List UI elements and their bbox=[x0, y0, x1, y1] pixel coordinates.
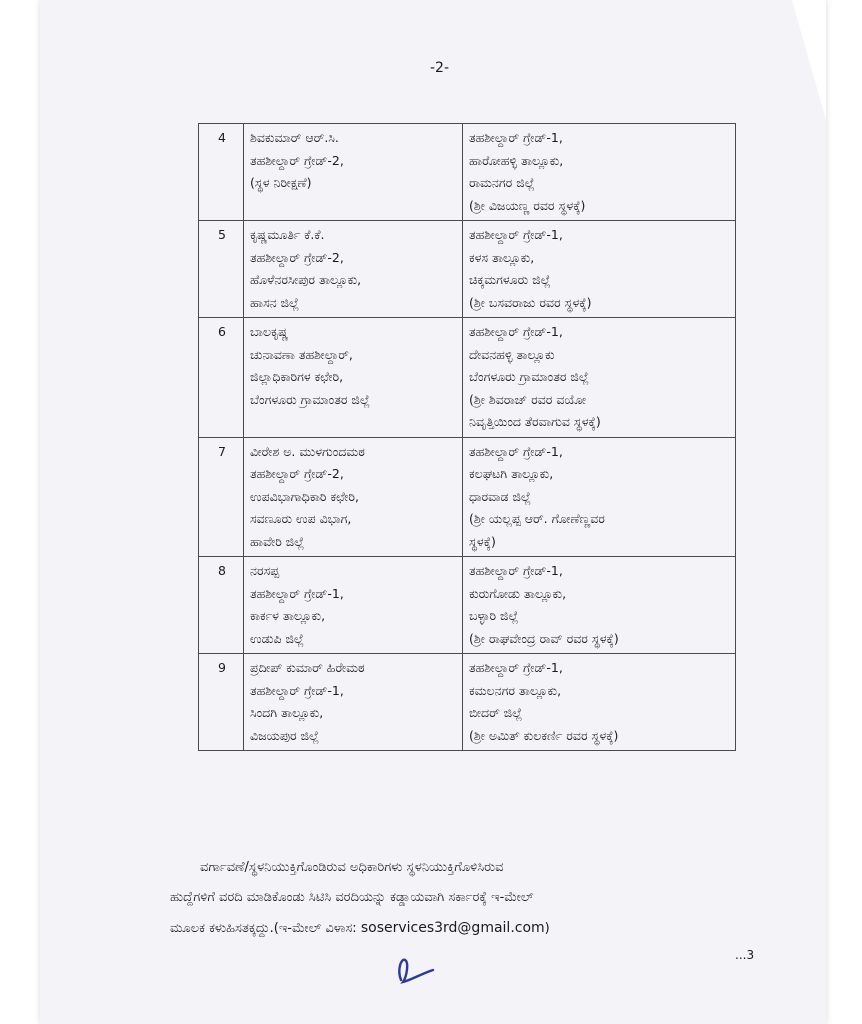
to-line: ಕಳಸ ತಾಲ್ಲೂಕು, bbox=[469, 249, 535, 265]
to-line: (ಶ್ರೀ ವಿಜಯಣ್ಣ ರವರ ಸ್ಥಳಕ್ಕೆ) bbox=[469, 197, 586, 213]
from-line: ಶಿವಕುಮಾರ್ ಆರ್.ಸಿ. bbox=[250, 130, 339, 145]
from-line: ಸವಣೂರು ಉಪ ವಿಭಾಗ, bbox=[250, 511, 352, 526]
table-row bbox=[199, 437, 736, 557]
new-posting-cell bbox=[463, 124, 736, 221]
to-line: ತಹಶೀಲ್ದಾರ್ ಗ್ರೇಡ್-1, bbox=[469, 660, 563, 675]
email-address: soservices3rd@gmail.com bbox=[360, 920, 545, 936]
from-line: (ಸ್ಥಳ ನಿರೀಕ್ಷಣೆ) bbox=[250, 175, 312, 190]
to-line: ತಹಶೀಲ್ದಾರ್ ಗ್ರೇಡ್-1, bbox=[469, 563, 563, 578]
from-line: ಉಡುಪಿ ಜಿಲ್ಲೆ bbox=[250, 630, 304, 646]
to-line: ತಹಶೀಲ್ದಾರ್ ಗ್ರೇಡ್-1, bbox=[469, 130, 563, 145]
to-line: ರಾಮನಗರ ಜಿಲ್ಲೆ bbox=[469, 175, 535, 190]
paragraph-line-3-end: ) bbox=[544, 921, 550, 936]
from-line: ಕಾರ್ಕಳ ತಾಲ್ಲೂಕು, bbox=[250, 608, 326, 623]
from-line: ಪ್ರದೀಪ್ ಕುಮಾರ್ ಹಿರೇಮಠ bbox=[250, 660, 365, 675]
paragraph-line-1: ವರ್ಗಾವಣೆ/ಸ್ಥಳನಿಯುಕ್ತಿಗೊಂಡಿರುವ ಅಧಿಕಾರಿಗಳು ಸ್ಥಳನಿಯುಕ್ತಿಗೊಳಿಸಿರುವ bbox=[200, 860, 504, 875]
officer-current-posting-cell bbox=[244, 654, 463, 751]
to-line: ಬೀದರ್ ಜಿಲ್ಲೆ bbox=[469, 705, 523, 720]
table-row bbox=[199, 318, 736, 438]
to-line: ಕುರುಗೋಡು ತಾಲ್ಲೂಕು, bbox=[469, 585, 567, 601]
to-line: ಬೆಂಗಳೂರು ಗ್ರಾಮಾಂತರ ಜಿಲ್ಲೆ bbox=[469, 369, 589, 384]
to-line: ಹಾರೋಹಳ್ಳಿ ತಾಲ್ಲೂಕು, bbox=[469, 152, 564, 168]
from-line: ಜಿಲ್ಲಾಧಿಕಾರಿಗಳ ಕಛೇರಿ, bbox=[250, 369, 344, 384]
serial-number-cell: 6 bbox=[199, 318, 244, 438]
paragraph-line-3-text: ಮೂಲಕ ಕಳುಹಿಸತಕ್ಕದ್ದು.(ಇ-ಮೇಲ್ ವಿಳಾಸ: bbox=[170, 921, 361, 936]
to-line: ಕಲಘಟಗಿ ತಾಲ್ಲೂಕು, bbox=[469, 466, 554, 481]
to-line: (ಶ್ರೀ ರಾಘವೇಂದ್ರ ರಾವ್ ರವರ ಸ್ಥಳಕ್ಕೆ) bbox=[469, 630, 619, 646]
paragraph-line-3 bbox=[170, 913, 730, 944]
handwritten-signature-icon bbox=[395, 950, 441, 994]
from-line: ಬೆಂಗಳೂರು ಗ್ರಾಮಾಂತರ ಜಿಲ್ಲೆ bbox=[250, 391, 370, 407]
serial-number-cell: 4 bbox=[199, 124, 244, 221]
from-line: ಹೊಳೆನರಸೀಪುರ ತಾಲ್ಲೂಕು, bbox=[250, 272, 362, 287]
from-line: ಸಿಂದಗಿ ತಾಲ್ಲೂಕು, bbox=[250, 705, 324, 720]
from-line: ಬಾಲಕೃಷ್ಣ bbox=[250, 324, 289, 339]
to-line: ಚಿಕ್ಕಮಗಳೂರು ಜಿಲ್ಲೆ bbox=[469, 272, 551, 287]
paragraph-line-2: ಹುದ್ದೆಗಳಿಗೆ ವರದಿ ಮಾಡಿಕೊಂಡು ಸಿಟಿಸಿ ವರದಿಯನ್ನು ಕಡ್ಡಾಯವಾಗಿ ಸರ್ಕಾರಕ್ಕೆ ಇ-ಮೇಲ್ bbox=[170, 890, 534, 905]
new-posting-cell bbox=[463, 221, 736, 318]
new-posting-cell bbox=[463, 557, 736, 654]
serial-number-cell: 9 bbox=[199, 654, 244, 751]
serial-number-cell: 8 bbox=[199, 557, 244, 654]
to-line: ದೇವನಹಳ್ಳಿ ತಾಲ್ಲೂಕು bbox=[469, 346, 555, 362]
to-line: ಧಾರವಾಡ ಜಿಲ್ಲೆ bbox=[469, 488, 531, 504]
from-line: ತಹಶೀಲ್ದಾರ್ ಗ್ರೇಡ್-2, bbox=[250, 249, 344, 265]
serial-number-cell: 7 bbox=[199, 437, 244, 557]
to-line: ಸ್ಥಳಕ್ಕೆ) bbox=[469, 533, 496, 549]
to-line: ತಹಶೀಲ್ದಾರ್ ಗ್ರೇಡ್-1, bbox=[469, 324, 563, 339]
from-line: ನರಸಪ್ಪ bbox=[250, 563, 280, 578]
officer-current-posting-cell bbox=[244, 437, 463, 557]
posting-table bbox=[198, 123, 736, 751]
new-posting-cell bbox=[463, 318, 736, 438]
serial-number-cell: 5 bbox=[199, 221, 244, 318]
from-line: ಹಾವೇರಿ ಜಿಲ್ಲೆ bbox=[250, 533, 305, 549]
to-line: (ಶ್ರೀ ಅಮಿತ್ ಕುಲಕರ್ಣಿ ರವರ ಸ್ಥಳಕ್ಕೆ) bbox=[469, 727, 619, 743]
new-posting-cell bbox=[463, 654, 736, 751]
to-line: (ಶ್ರೀ ಬಸವರಾಜು ರವರ ಸ್ಥಳಕ್ಕೆ) bbox=[469, 294, 592, 310]
from-line: ತಹಶೀಲ್ದಾರ್ ಗ್ರೇಡ್-1, bbox=[250, 585, 344, 601]
to-line: ಕಮಲನಗರ ತಾಲ್ಲೂಕು, bbox=[469, 682, 562, 698]
from-line: ತಹಶೀಲ್ದಾರ್ ಗ್ರೇಡ್-2, bbox=[250, 152, 344, 168]
from-line: ತಹಶೀಲ್ದಾರ್ ಗ್ರೇಡ್-1, bbox=[250, 682, 344, 698]
from-line: ಕೃಷ್ಣಮೂರ್ತಿ ಕೆ.ಕೆ. bbox=[250, 227, 325, 242]
from-line: ವಿಜಯಪುರ ಜಿಲ್ಲೆ bbox=[250, 727, 320, 743]
continued-marker: ...3 bbox=[735, 948, 755, 962]
to-line: ತಹಶೀಲ್ದಾರ್ ಗ್ರೇಡ್-1, bbox=[469, 443, 563, 459]
to-line: ನಿವೃತ್ತಿಯಿಂದ ತೆರವಾಗುವ ಸ್ಥಳಕ್ಕೆ) bbox=[469, 414, 601, 429]
table-row bbox=[199, 221, 736, 318]
officer-current-posting-cell bbox=[244, 557, 463, 654]
instruction-paragraph bbox=[170, 853, 730, 944]
from-line: ಚುನಾವಣಾ ತಹಶೀಲ್ದಾರ್, bbox=[250, 346, 353, 362]
from-line: ಹಾಸನ ಜಿಲ್ಲೆ bbox=[250, 294, 300, 310]
from-line: ಉಪವಿಭಾಗಾಧಿಕಾರಿ ಕಛೇರಿ, bbox=[250, 488, 359, 504]
officer-current-posting-cell bbox=[244, 124, 463, 221]
page-fold bbox=[792, 0, 826, 120]
table-row bbox=[199, 654, 736, 751]
from-line: ವೀರೇಶ ಅ. ಮುಳಗುಂದಮಠ bbox=[250, 443, 365, 459]
officer-current-posting-cell bbox=[244, 221, 463, 318]
to-line: ಬಳ್ಳಾರಿ ಜಿಲ್ಲೆ bbox=[469, 608, 519, 623]
page-number: -2- bbox=[430, 60, 450, 76]
to-line: (ಶ್ರೀ ಯಲ್ಲಪ್ಪ ಆರ್. ಗೋಣೆಣ್ಣವರ bbox=[469, 511, 605, 526]
table-row bbox=[199, 124, 736, 221]
to-line: ತಹಶೀಲ್ದಾರ್ ಗ್ರೇಡ್-1, bbox=[469, 227, 563, 242]
officer-current-posting-cell bbox=[244, 318, 463, 438]
from-line: ತಹಶೀಲ್ದಾರ್ ಗ್ರೇಡ್-2, bbox=[250, 466, 344, 481]
new-posting-cell bbox=[463, 437, 736, 557]
table-row bbox=[199, 557, 736, 654]
to-line: (ಶ್ರೀ ಶಿವರಾಜ್ ರವರ ವಯೋ bbox=[469, 391, 587, 407]
